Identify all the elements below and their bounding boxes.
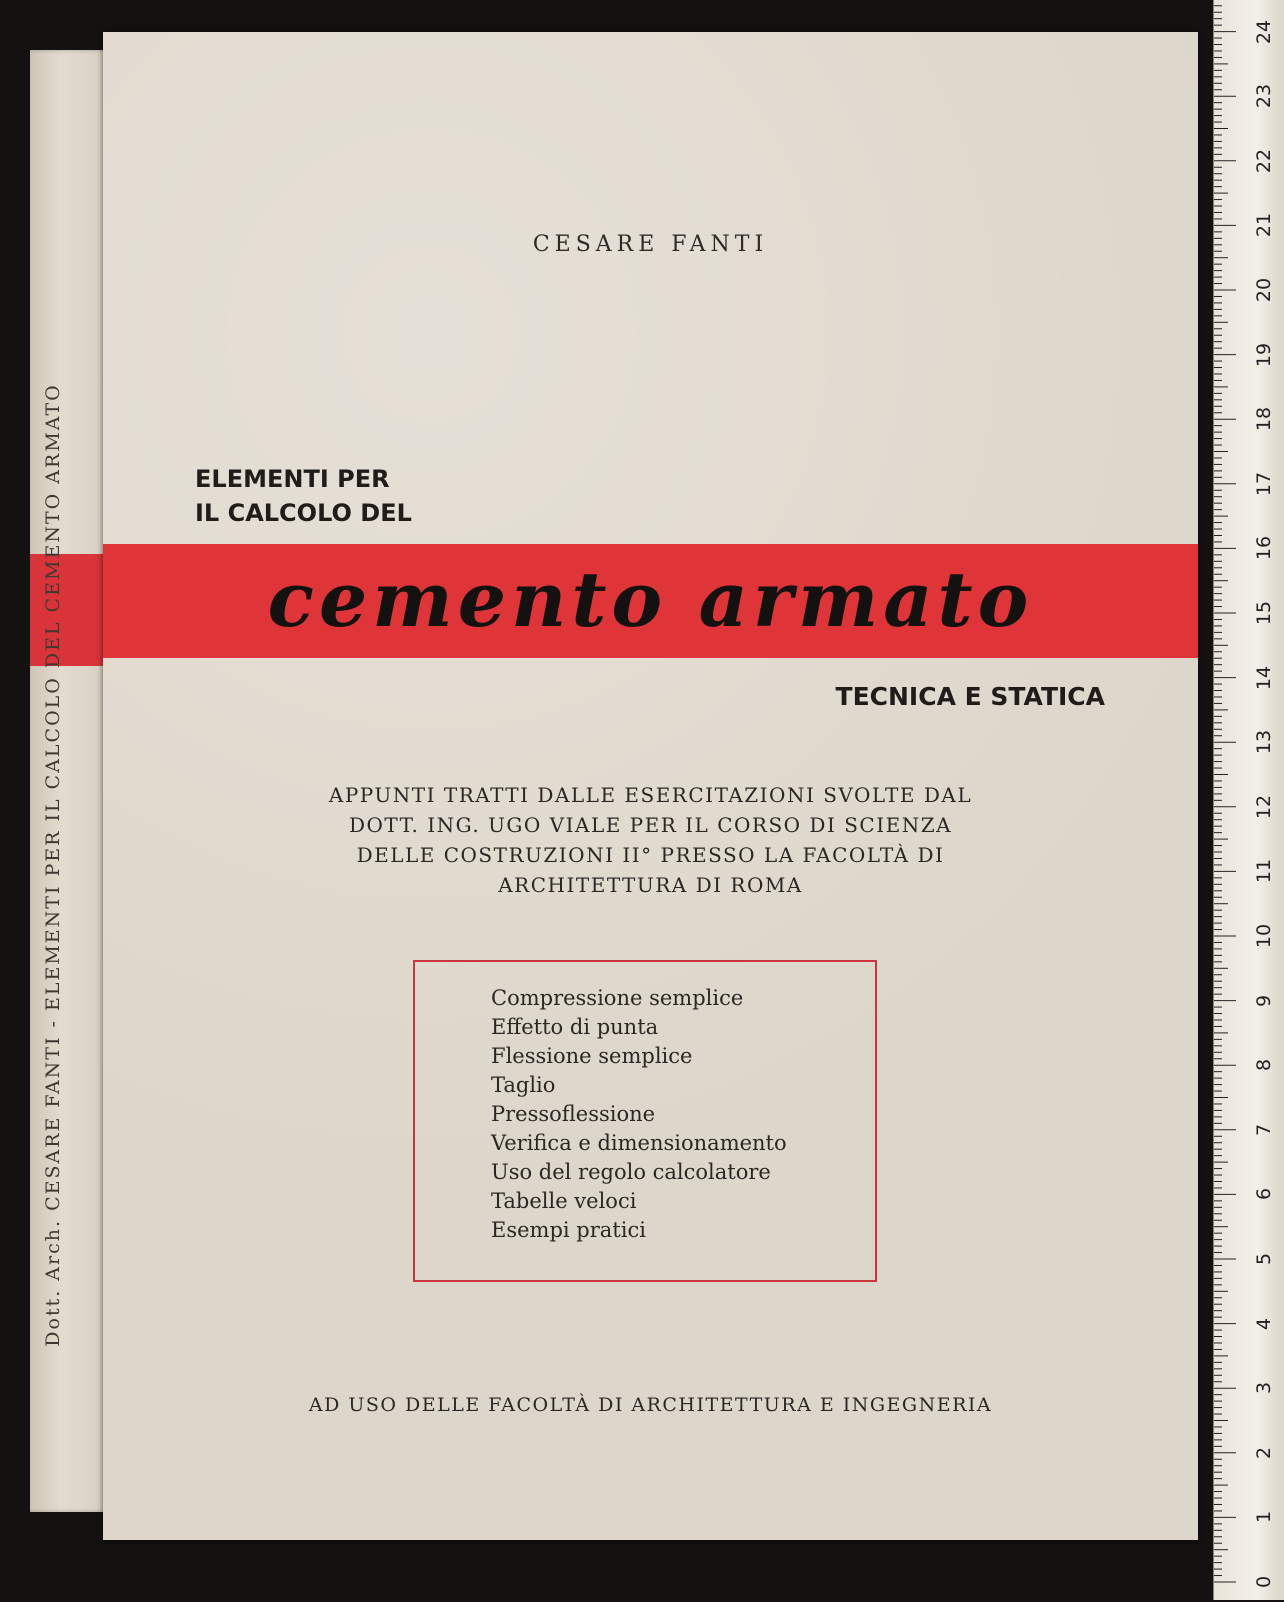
ruler-number: 5 bbox=[1253, 1252, 1275, 1266]
ruler-number: 4 bbox=[1253, 1317, 1275, 1330]
contents-item: Tabelle veloci bbox=[491, 1189, 637, 1213]
ruler-number: 23 bbox=[1253, 84, 1275, 109]
contents-item: Compressione semplice bbox=[491, 986, 744, 1010]
notes-line: APPUNTI TRATTI DALLE ESERCITAZIONI SVOLTE DAL bbox=[328, 783, 973, 807]
contents-item: Uso del regolo calcolatore bbox=[491, 1160, 771, 1184]
ruler-number: 6 bbox=[1253, 1188, 1275, 1201]
author-name: CESARE FANTI bbox=[532, 232, 769, 257]
ruler-number: 13 bbox=[1253, 730, 1275, 755]
ruler-number: 8 bbox=[1253, 1059, 1275, 1072]
main-title: cemento armato bbox=[267, 555, 1034, 644]
ruler-number: 1 bbox=[1253, 1511, 1275, 1524]
subtitle: TECNICA E STATICA bbox=[835, 682, 1105, 711]
ruler-number: 0 bbox=[1253, 1575, 1275, 1589]
ruler-number: 15 bbox=[1253, 600, 1275, 626]
ruler-number: 10 bbox=[1253, 923, 1275, 949]
ruler-number: 22 bbox=[1253, 148, 1275, 173]
ruler-number: 17 bbox=[1253, 471, 1275, 496]
ruler-number: 20 bbox=[1253, 277, 1275, 303]
title-prefix-line-2: IL CALCOLO DEL bbox=[195, 499, 412, 527]
notes-line: ARCHITETTURA DI ROMA bbox=[498, 873, 803, 897]
footer-text: AD USO DELLE FACOLTÀ DI ARCHITETTURA E INGEGNERIA bbox=[308, 1394, 993, 1416]
contents-item: Taglio bbox=[491, 1073, 556, 1097]
ruler-number: 21 bbox=[1253, 213, 1275, 238]
ruler-number: 24 bbox=[1253, 19, 1275, 44]
ruler-number: 16 bbox=[1253, 536, 1275, 561]
ruler-number: 9 bbox=[1253, 994, 1275, 1007]
ruler-number: 3 bbox=[1253, 1382, 1275, 1395]
measuring-ruler bbox=[1213, 0, 1284, 1600]
contents-list bbox=[415, 962, 875, 1245]
notes-block bbox=[103, 780, 1198, 900]
ruler-number: 19 bbox=[1253, 342, 1275, 367]
ruler-number: 18 bbox=[1253, 407, 1275, 432]
contents-box bbox=[413, 960, 877, 1282]
title-prefix bbox=[195, 462, 412, 530]
contents-item: Effetto di punta bbox=[491, 1015, 659, 1039]
ruler-number: 11 bbox=[1253, 859, 1275, 884]
contents-item: Verifica e dimensionamento bbox=[491, 1131, 787, 1155]
notes-line: DELLE COSTRUZIONI II° PRESSO LA FACOLTÀ DI bbox=[356, 843, 945, 867]
book-cover bbox=[103, 32, 1198, 1540]
ruler-number: 12 bbox=[1253, 794, 1275, 819]
spine-title: Dott. Arch. CESARE FANTI - ELEMENTI PER IL CALCOLO DEL CEMENTO ARMATO bbox=[42, 383, 64, 1347]
cover-red-band bbox=[103, 544, 1198, 658]
notes-line: DOTT. ING. UGO VIALE PER IL CORSO DI SCIENZA bbox=[348, 813, 953, 837]
contents-item: Flessione semplice bbox=[491, 1044, 693, 1068]
ruler-number: 14 bbox=[1253, 665, 1275, 690]
book-spine bbox=[30, 50, 110, 1512]
contents-item: Pressoflessione bbox=[491, 1102, 656, 1126]
ruler-number: 2 bbox=[1253, 1446, 1275, 1459]
title-prefix-line-1: ELEMENTI PER bbox=[195, 465, 390, 493]
ruler-number: 7 bbox=[1253, 1123, 1275, 1136]
contents-item: Esempi pratici bbox=[491, 1218, 646, 1242]
